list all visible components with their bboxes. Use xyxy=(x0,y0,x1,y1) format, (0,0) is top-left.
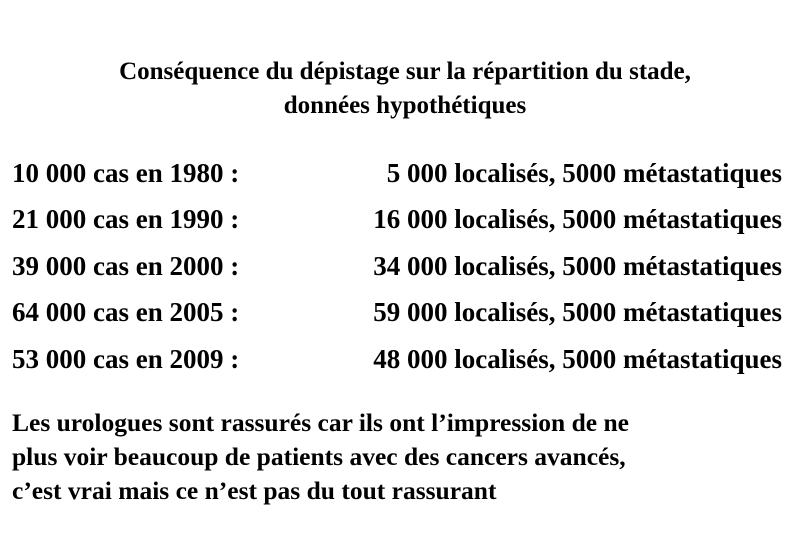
cases-year-label: 21 000 cas en 1990 : xyxy=(12,204,240,235)
cases-breakdown: 48 000 localisés, 5000 métastatiques xyxy=(373,343,782,374)
cases-row xyxy=(12,290,782,337)
slide-title-line-1: Conséquence du dépistage sur la répartition du stade, xyxy=(119,58,691,85)
conclusion-paragraph xyxy=(12,406,792,508)
cases-breakdown: 16 000 localisés, 5000 métastatiques xyxy=(373,204,782,235)
cases-breakdown: 34 000 localisés, 5000 métastatiques xyxy=(373,250,782,281)
cases-row xyxy=(12,197,782,244)
cases-year-label: 64 000 cas en 2005 : xyxy=(12,297,240,328)
cases-list xyxy=(12,150,782,383)
cases-breakdown: 59 000 localisés, 5000 métastatiques xyxy=(373,297,782,328)
cases-year-label: 10 000 cas en 1980 : xyxy=(12,157,240,188)
slide-title-line-2: données hypothétiques xyxy=(283,92,527,119)
conclusion-line-1: Les urologues sont rassurés car ils ont l’impression de ne xyxy=(12,408,629,437)
conclusion-line-3: c’est vrai mais ce n’est pas du tout rassurant xyxy=(12,476,497,505)
cases-breakdown: 5 000 localisés, 5000 métastatiques xyxy=(386,157,782,188)
cases-year-label: 53 000 cas en 2009 : xyxy=(12,343,240,374)
slide-title xyxy=(0,55,810,123)
cases-row xyxy=(12,336,782,383)
conclusion-line-2: plus voir beaucoup de patients avec des cancers avancés, xyxy=(12,442,626,471)
cases-year-label: 39 000 cas en 2000 : xyxy=(12,250,240,281)
cases-row xyxy=(12,150,782,197)
cases-row xyxy=(12,243,782,290)
